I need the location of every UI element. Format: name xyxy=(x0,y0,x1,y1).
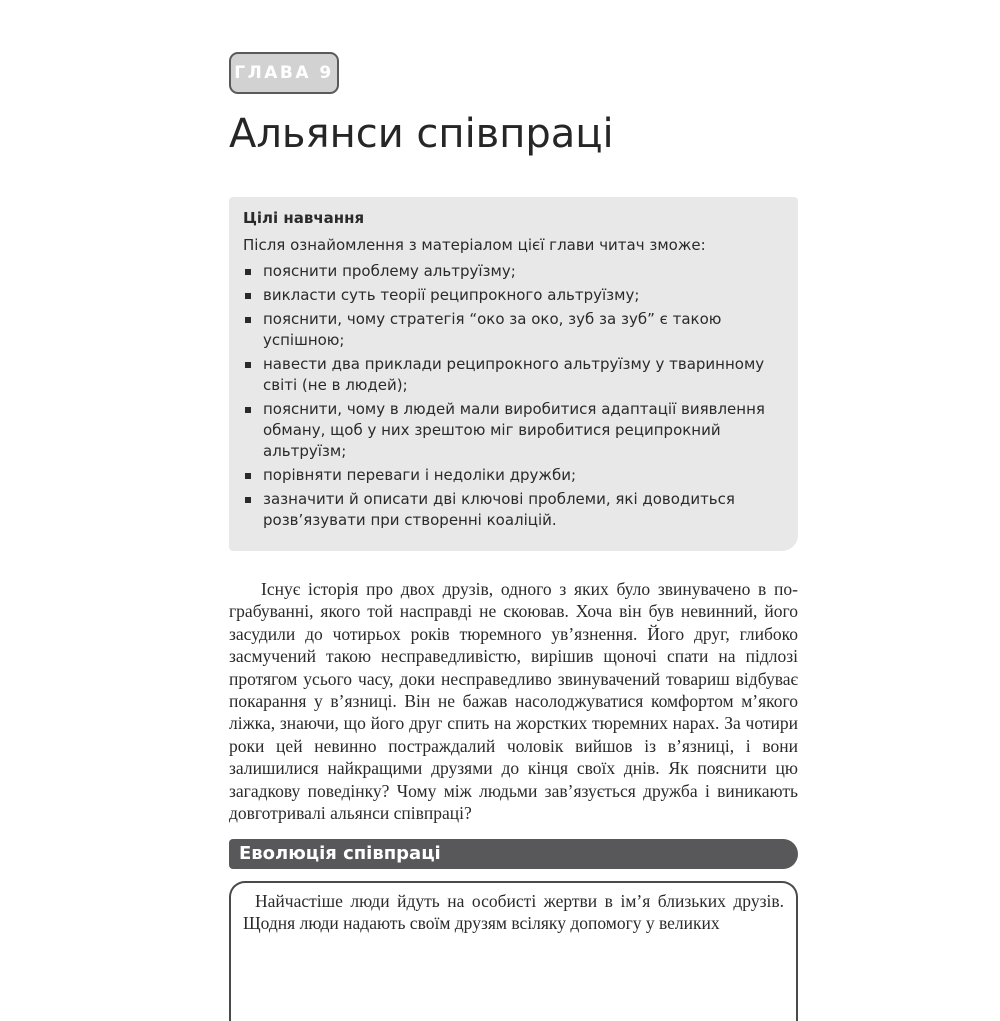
objective-item xyxy=(243,489,784,531)
objectives-heading: Цілі навчання xyxy=(243,209,365,227)
callout-box xyxy=(229,881,798,1021)
objective-item xyxy=(243,309,784,351)
objective-text: порівняти переваги і недоліки дружби; xyxy=(263,466,577,484)
objective-text: навести два приклади реципрокного альтруїзму у тваринному світі (не в людей); xyxy=(263,355,765,394)
square-bullet-icon xyxy=(245,269,251,275)
objectives-intro: Після ознайомлення з матеріалом цієї глави читач зможе: xyxy=(243,236,706,254)
objective-item xyxy=(243,261,784,282)
square-bullet-icon xyxy=(245,293,251,299)
objective-text: пояснити проблему альтруїзму; xyxy=(263,262,516,280)
section-header xyxy=(229,839,798,869)
square-bullet-icon xyxy=(245,407,251,413)
objective-item xyxy=(243,465,784,486)
objectives-list xyxy=(243,261,784,531)
callout-text: Найчастіше люди йдуть на особисті жертви в ім’я близьких друзів. Щодня люди надають своїм друзям всіляку допомогу у великих xyxy=(243,891,784,934)
objective-text: пояснити, чому стратегія “око за око, зуб за зуб” є такою успішною; xyxy=(263,310,722,349)
chapter-label-badge: ГЛАВА 9 xyxy=(229,52,339,94)
section-title: Еволюція співпраці xyxy=(239,843,441,864)
objective-item xyxy=(243,285,784,306)
square-bullet-icon xyxy=(245,473,251,479)
chapter-title: Альянси співпраці xyxy=(229,111,614,157)
square-bullet-icon xyxy=(245,317,251,323)
square-bullet-icon xyxy=(245,362,251,368)
square-bullet-icon xyxy=(245,497,251,503)
objective-item xyxy=(243,399,784,462)
objective-item xyxy=(243,354,784,396)
objective-text: викласти суть теорії реципрокного альтруїзму; xyxy=(263,286,640,304)
objective-text: пояснити, чому в людей мали виробитися адаптації виявлення обману, щоб у них зрештою міг виробитися реципрокний альтруїзм; xyxy=(263,400,765,460)
body-paragraph: Існує історія про двох друзів, одного з яких було звинувачено в пограбуванні, якого той насправді не скоював. Хоча він був невинний, його засудили до чотирьох років тюремного ув’язнення. Його друг, глибоко засмучений такою несправедливістю, вирішив щоночі спати на підлозі протягом усього часу, доки несправедливо звинувачений товариш відбуває покарання у в’язниці. Він не бажав насолоджуватися комфортом м’якого ліжка, знаючи, що його друг спить на жорстких тюремних нарах. За чотири роки цей невинно постраждалий чоловік вийшов із в’язниці, і вони залишилися найкращими друзями до кінця своїх днів. Як пояснити цю загадкову поведінку? Чому між людьми зав’язується дружба і виникають довготривалі альянси співпраці? xyxy=(229,579,798,824)
learning-objectives-box xyxy=(229,197,798,551)
objective-text: зазначити й описати дві ключові проблеми, які доводиться розв’язувати при створенні коаліцій. xyxy=(263,490,735,529)
